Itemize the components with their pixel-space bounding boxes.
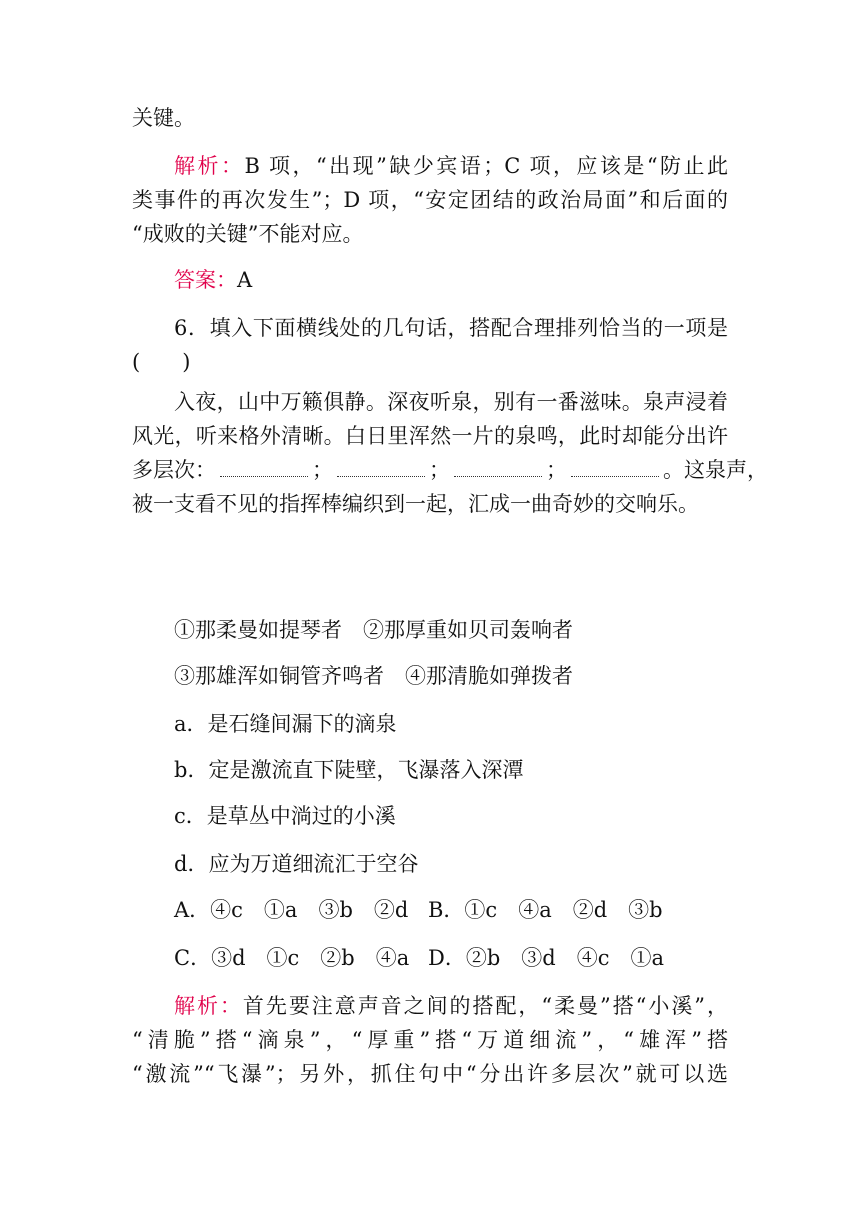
items-row-1: ①那柔曼如提琴者 ②那厚重如贝司轰响者	[174, 618, 573, 642]
analysis-text: B 项，“出现”缺少宾语；C 项，应该是“防止此	[244, 154, 729, 178]
items-row-2: ③那雄浑如铜管齐鸣者 ④那清脆如弹拨者	[174, 664, 573, 688]
passage-line-2: 风光，听来格外清晰。白日里浑然一片的泉鸣，此时却能分出许	[132, 424, 728, 448]
passage-line-4: 被一支看不见的指挥棒编织到一起，汇成一曲奇妙的交响乐。	[132, 492, 699, 516]
blank-2	[337, 458, 425, 477]
q5-analysis-line-1	[174, 148, 728, 184]
q5-tail: 关键。	[132, 106, 195, 130]
analysis-label: 解析：	[174, 994, 243, 1018]
analysis-text: 首先要注意声音之间的搭配，“柔曼”搭“小溪”，	[242, 994, 728, 1018]
blank-3	[454, 458, 542, 477]
passage-line-3-start: 多层次：	[132, 458, 216, 482]
choice-B: B．①c ④a ②d ③b	[428, 898, 663, 922]
item-a: a．是石缝间漏下的滴泉	[174, 712, 397, 736]
blank-4	[571, 458, 659, 477]
q6-stem-line-2: ( )	[132, 350, 191, 374]
q6-analysis-line-1	[174, 988, 728, 1024]
passage-line-3-end: 。这泉声，	[663, 458, 768, 482]
item-b: b．定是激流直下陡壁，飞瀑落入深潭	[174, 758, 524, 782]
separator: ；	[312, 458, 333, 482]
q5-answer	[174, 262, 252, 298]
item-c: c．是草丛中淌过的小溪	[174, 804, 396, 828]
separator: ；	[546, 458, 567, 482]
q5-analysis-line-2: 类事件的再次发生”；D 项，“安定团结的政治局面”和后面的	[132, 188, 728, 212]
choice-D: D．②b ③d ④c ①a	[428, 946, 665, 970]
item-d: d．应为万道细流汇于空谷	[174, 852, 419, 876]
answer-value: A	[237, 268, 253, 292]
q5-analysis-line-3: “成败的关键”不能对应。	[132, 222, 364, 246]
blank-1	[220, 458, 308, 477]
choice-C: C．③d ①c ②b ④a	[174, 946, 410, 970]
q6-analysis-line-2: “清脆”搭“滴泉”，“厚重”搭“万道细流”，“雄浑”搭	[132, 1028, 728, 1052]
analysis-label: 解析：	[174, 154, 245, 178]
choice-A: A．④c ①a ③b ②d	[174, 898, 409, 922]
q6-analysis-line-3: “激流”“飞瀑”；另外，抓住句中“分出许多层次”就可以选	[132, 1062, 728, 1086]
separator: ；	[429, 458, 450, 482]
choices-row-1	[174, 892, 663, 928]
answer-label: 答案：	[174, 268, 237, 292]
passage-line-1: 入夜，山中万籁俱静。深夜听泉，别有一番滋味。泉声浸着	[174, 390, 728, 414]
passage-line-3	[132, 452, 768, 488]
q6-stem-line-1: 6．填入下面横线处的几句话，搭配合理排列恰当的一项是	[174, 316, 728, 340]
choices-row-2	[174, 940, 664, 976]
